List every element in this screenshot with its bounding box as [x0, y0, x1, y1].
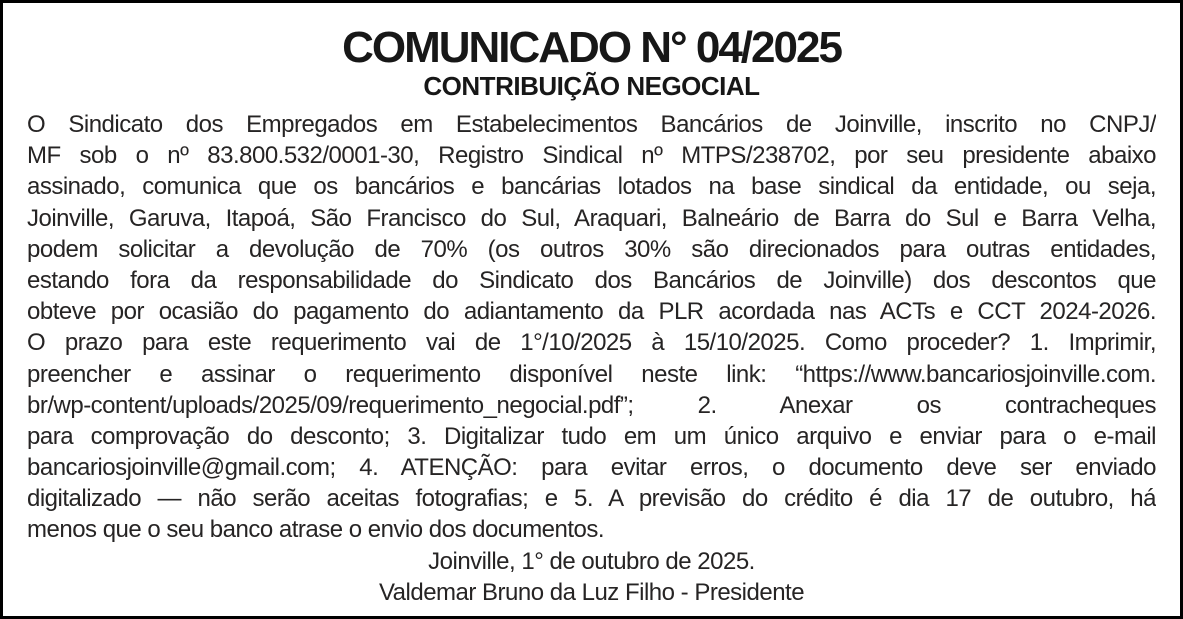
body-line-with-email: bancariosjoinville@gmail.com; 4. ATENÇÃO: para evitar erros, o documento deve ser enviado — [27, 454, 1156, 482]
body-line: Joinville, Garuva, Itapoá, São Francisco do Sul, Araquari, Balneário de Barra do Sul e Barra Velha, — [27, 204, 1156, 232]
date-line: Joinville, 1° de outubro de 2025. — [428, 547, 755, 575]
body-line-with-link: preencher e assinar o requerimento disponível neste link: “https://www.bancariosjoinville.com. — [27, 360, 1156, 388]
body-line: O prazo para este requerimento vai de 1°/10/2025 à 15/10/2025. Como proceder? 1. Imprimir, — [27, 329, 1156, 357]
body-line: O Sindicato dos Empregados em Estabelecimentos Bancários de Joinville, inscrito no CNPJ/ — [27, 111, 1156, 138]
body-line: para comprovação do desconto; 3. Digitalizar tudo em um único arquivo e enviar para o e-mail — [27, 422, 1156, 450]
signature-line: Valdemar Bruno da Luz Filho - Presidente — [378, 578, 805, 606]
body-line: obteve por ocasião do pagamento do adiantamento da PLR acordada nas ACTs e CCT 2024-2026. — [27, 298, 1156, 326]
body-line: podem solicitar a devolução de 70% (os outros 30% são direcionados para outras entidades, — [27, 235, 1156, 263]
notice-title: COMUNICADO N° 04/2025 — [342, 23, 841, 72]
notice-body — [27, 109, 1156, 546]
body-line: estando fora da responsabilidade do Sindicato dos Bancários de Joinville) dos descontos que — [27, 266, 1156, 294]
body-line-with-link: br/wp-content/uploads/2025/09/requerimento_negocial.pdf”; 2. Anexar os contracheques — [27, 391, 1156, 419]
body-line: MF sob o nº 83.800.532/0001-30, Registro Sindical nº MTPS/238702, por seu presidente abaixo — [27, 142, 1156, 170]
notice-subtitle: CONTRIBUIÇÃO NEGOCIAL — [423, 71, 760, 101]
body-line: digitalizado — não serão aceitas fotografias; e 5. A previsão do crédito é dia 17 de outubro, há — [27, 485, 1156, 513]
body-line: assinado, comunica que os bancários e bancárias lotados na base sindical da entidade, ou seja, — [27, 173, 1156, 201]
body-line: menos que o seu banco atrase o envio dos documentos. — [27, 516, 605, 544]
